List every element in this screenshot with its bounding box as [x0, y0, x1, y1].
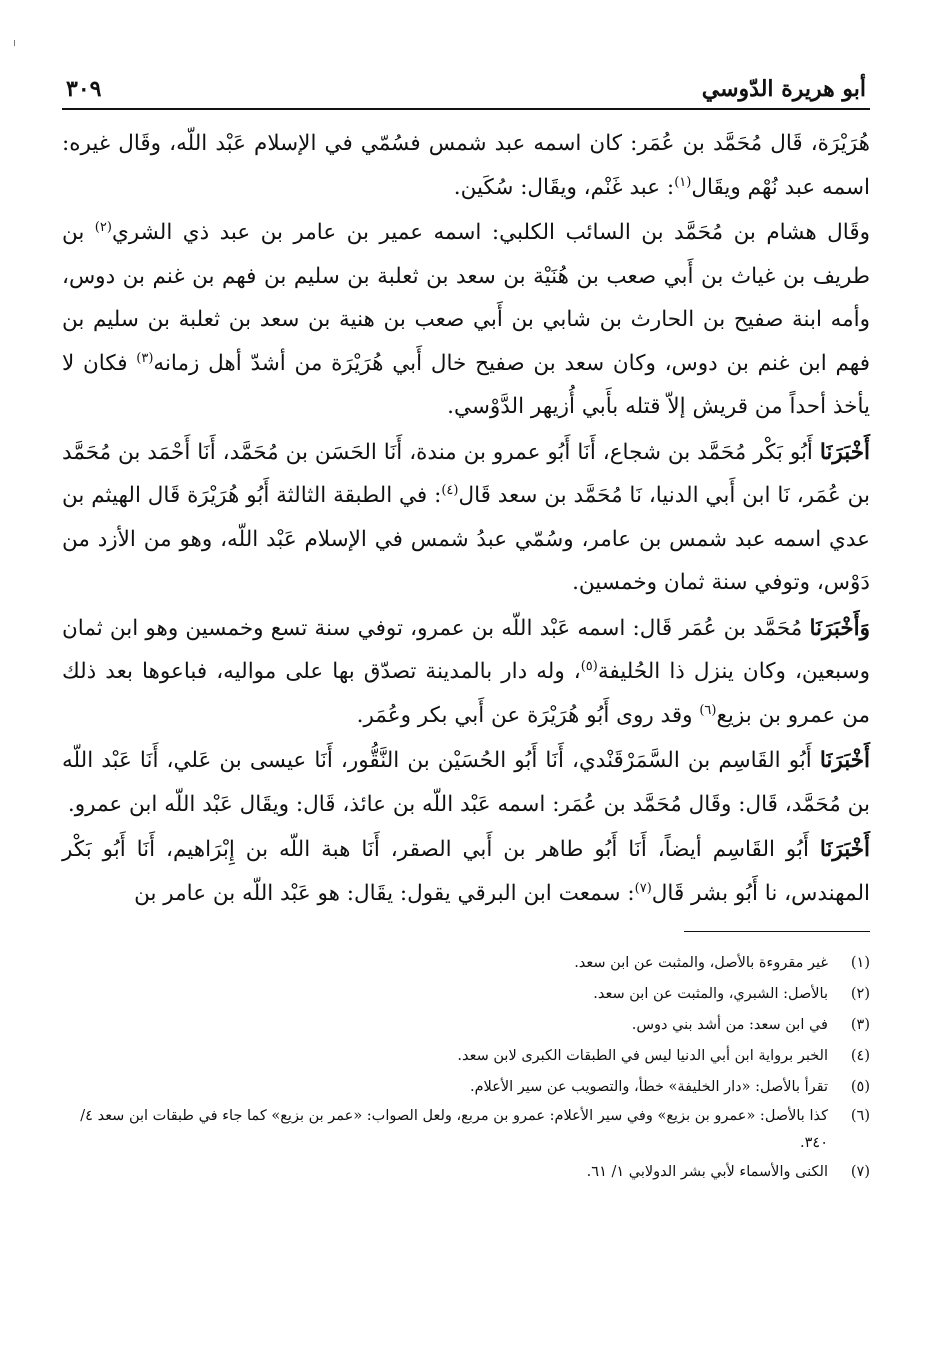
paragraph-5 [62, 739, 870, 826]
text-run: فكان لا يأخذ أحداً من قريش إلاّ قتله بأَبي أُزيهر الدَّوْسي. [62, 350, 870, 419]
footnote-number: (٦) [850, 1108, 870, 1124]
text-run: ، وله دار بالمدينة تصدّق بها على مواليه، فباعوها بعد ذلك من عمرو بن بزيع [62, 659, 870, 728]
page-header [62, 56, 870, 110]
footnote-1 [62, 948, 870, 979]
footnote-number: (٥) [850, 1079, 870, 1095]
footnote-text: تقرأ بالأصل: «دار الخليفة» خطأ، والتصويب عن سير الأعلام. [469, 1079, 828, 1095]
running-title: أبو هريرة الدّوسي [701, 76, 866, 102]
footnote-5 [62, 1072, 870, 1103]
paragraph-1 [62, 122, 870, 209]
text-run: : عبد غَنْم، ويقَال: سُكَين. [453, 174, 675, 200]
footnote-number: (٢) [850, 986, 870, 1002]
akhbarana-keyword: أَخْبَرَنَا [819, 837, 870, 862]
text-run: أَبُو القَاسِم بن السَّمَرْقَنْدي، أَنَا أَبُو الحُسَيْن بن النَّقُّور، أَنَا عيسى بن عَلي، أَنَا عَبْد اللّه بن مُحَمَّد، قَال: وقَال مُحَمَّد بن عُمَر: اسمه عَبْد اللّه بن عائذ، قَال: ويقَال عَبْد اللّه ابن عمرو. [62, 748, 870, 817]
footnote-number: (١) [850, 955, 870, 971]
paragraph-6 [62, 828, 870, 915]
text-run: بن طريف بن غياث بن أَبي صعب بن هُنَيْة بن سعد بن ثعلبة بن سليم بن فهم بن غنم بن دوس، وأمه ابنة صفيح بن الحارث بن شابي بن أَبي صعب بن هنية بن سعد بن ثعلبة بن سليم بن فهم ابن غنم بن دوس، وكان سعد بن صفيح خال أَبي هُرَيْرَة من أشدّ أهل زمانه [62, 220, 870, 376]
footnote-ref-6[interactable]: (٦) [699, 702, 717, 718]
text-run: : في الطبقة الثالثة أَبُو هُرَيْرَة قَال الهيثم بن عدي اسمه عبد شمس بن عامر، وسُمّي عبدُ شمس في الإسلام عَبْد اللّه، وهو من الأزد من دَوْس، وتوفي سنة ثمان وخمسين. [62, 483, 870, 595]
footnote-number: (٣) [850, 1017, 870, 1033]
paragraph-2 [62, 211, 870, 429]
footnote-ref-3[interactable]: (٣) [136, 350, 154, 366]
akhbarana-keyword: أَخْبَرَنَا [819, 439, 870, 465]
footnote-text: بالأصل: الشبري، والمثبت عن ابن سعد. [593, 986, 828, 1002]
text-run: : سمعت ابن البرقي يقول: يقَال: هو عَبْد اللّه بن عامر بن [134, 880, 635, 906]
footnote-text: الخبر برواية ابن أبي الدنيا ليس في الطبقات الكبرى لابن سعد. [457, 1048, 828, 1064]
text-run: وقد روى أَبُو هُرَيْرَة عن أَبي بكر وعُمَر. [356, 702, 700, 728]
text-run: أَبُو بَكْر مُحَمَّد بن شجاع، أَنَا أَبُو عمرو بن مندة، أَنَا الحَسَن بن مُحَمَّد، أَنَا أَحْمَد بن مُحَمَّد بن عُمَر، نَا ابن أَبي الدنيا، نَا مُحَمَّد بن سعد قَال [62, 439, 870, 508]
text-run: وقَال هشام بن مُحَمَّد بن السائب الكلبي: اسمه عمير بن عامر بن عبد ذي الشري [111, 220, 870, 245]
footnote-6 [62, 1103, 870, 1157]
footnote-number: (٤) [850, 1048, 870, 1064]
page-number: ٣٠٩ [66, 76, 102, 102]
text-run: مُحَمَّد بن عُمَر قَال: اسمه عَبْد اللّه بن عمرو، توفي سنة تسع وخمسين وهو ابن ثمان وسبعين، وكان ينزل ذا الحُليفة [62, 615, 870, 684]
footnote-7 [62, 1157, 870, 1188]
book-page [62, 56, 870, 1188]
footnote-text: كذا بالأصل: «عمرو بن بزيع» وفي سير الأعلام: عمرو بن مربع، ولعل الصواب: «عمر بن بزيع» كما جاء في طبقات ابن سعد ٤/ ٣٤٠. [80, 1108, 828, 1151]
footnote-ref-2[interactable]: (٢) [94, 219, 112, 235]
body-text [62, 122, 870, 915]
footnote-text: الكنى والأسماء لأبي بشر الدولابي ١/ ٦١. [586, 1164, 828, 1180]
footnote-3 [62, 1010, 870, 1041]
text-run: هُرَيْرَة، قَال مُحَمَّد بن عُمَر: كان اسمه عبد شمس فسُمّي في الإسلام عَبْد اللّه، وقَال غيره: اسمه عبد نُهْم ويقَال [62, 131, 870, 200]
footnote-text: غير مقروءة بالأصل، والمثبت عن ابن سعد. [574, 955, 828, 971]
footnote-ref-7[interactable]: (٧) [634, 880, 652, 896]
paragraph-4 [62, 607, 870, 738]
text-run: أَبُو القَاسِم أيضاً، أَنَا أَبُو طاهر بن أَبي الصقر، أَنَا هبة اللّه بن إِبْرَاهيم، أَنَا أَبُو بَكْر المهندس، نا أَبُو بشر قَال [62, 837, 870, 906]
footnote-2 [62, 979, 870, 1010]
page-edge-mark [14, 40, 15, 46]
akhbarana-keyword: أَخْبَرَنَا [819, 748, 870, 773]
akhbarana-keyword: وَأَخْبَرَنَا [809, 615, 870, 641]
footnote-ref-1[interactable]: (١) [674, 174, 692, 190]
footnote-separator [684, 931, 870, 932]
footnote-number: (٧) [850, 1164, 870, 1180]
footnotes [62, 948, 870, 1188]
paragraph-3 [62, 431, 870, 605]
footnote-ref-4[interactable]: (٤) [441, 482, 459, 498]
footnote-ref-5[interactable]: (٥) [580, 658, 598, 674]
footnote-text: في ابن سعد: من أشد بني دوس. [631, 1017, 828, 1033]
footnote-4 [62, 1041, 870, 1072]
